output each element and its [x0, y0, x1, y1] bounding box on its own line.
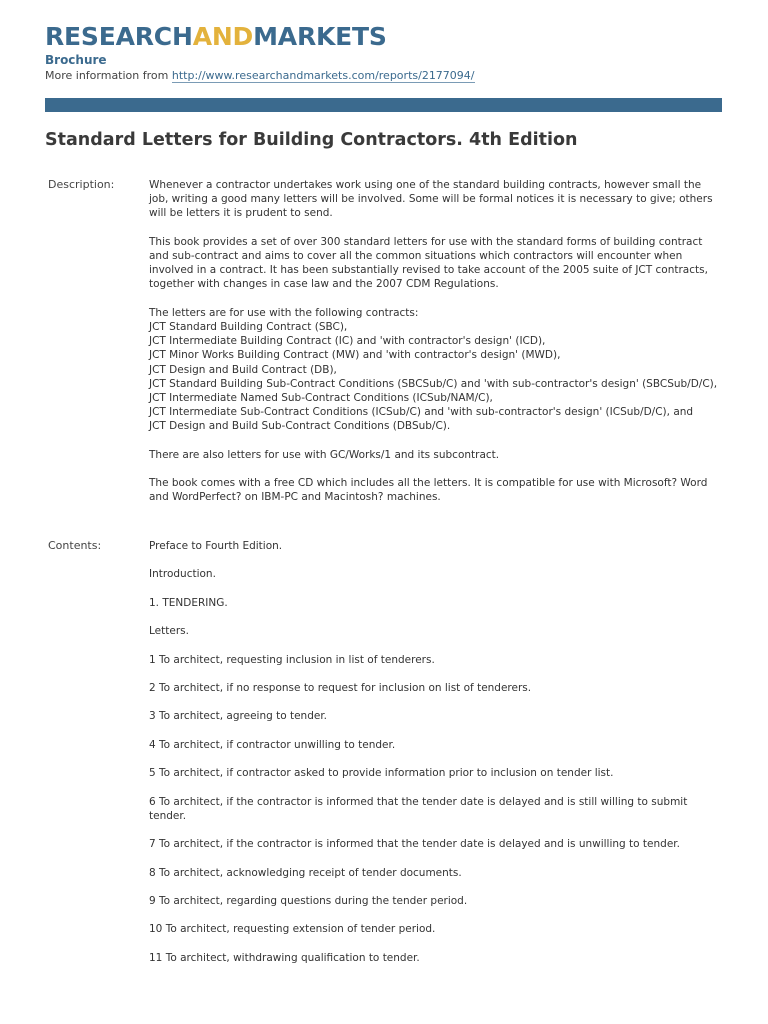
contents-item: 5 To architect, if contractor asked to provide information prior to inclusion on tender list. [149, 767, 614, 780]
contents-item: 2 To architect, if no response to request for inclusion on list of tenderers. [149, 681, 532, 694]
contents-item: 4 To architect, if contractor unwilling to tender. [149, 738, 396, 751]
description-paragraph: The book comes with a free CD which includes all the letters. It is compatible for use with Microsoft? Word and WordPerfect? on IBM-PC and Macintosh? machines. [149, 477, 708, 504]
more-info-line [45, 69, 475, 82]
description-paragraph: The letters are for use with the following contracts: JCT Standard Building Contract (SBC), JCT Intermediate Building Contract (IC) and 'with contractor's design' (ICD), JCT Minor Works Building Contract (MW) and 'with contractor's design' (MWD), JCT Design and Build Contract (DB), JCT Standard Building Sub-Contract Conditions (SBCSub/C) and 'with sub-contractor's design' (SBCSub/D/C), JCT Intermediate Named Sub-Contract Conditions (ICSub/NAM/C), JCT Intermediate Sub-Contract Conditions (ICSub/C) and 'with sub-contractor's design' (ICSub/D/C), and JCT Design and Build Sub-Contract Conditions (DBSub/C). [149, 306, 718, 433]
report-url-link[interactable]: http://www.researchandmarkets.com/reports/2177094/ [171, 69, 475, 82]
logo-and: AND [192, 22, 254, 51]
contents-item: 3 To architect, agreeing to tender. [149, 710, 328, 723]
brochure-label: Brochure [45, 53, 107, 67]
contents-item: 6 To architect, if the contractor is informed that the tender date is delayed and is still willing to submit tender. [149, 795, 688, 822]
description-paragraph: This book provides a set of over 300 standard letters for use with the standard forms of building contract and sub-contract and aims to cover all the common situations which contractors will encounter when involved in a contract. It has been substantially revised to take account of the 2005 suite of JCT contracts, together with changes in case law and the 2007 CDM Regulations. [149, 235, 708, 291]
contents-item: Letters. [149, 625, 189, 638]
logo [45, 22, 387, 52]
description-paragraph: There are also letters for use with GC/Works/1 and its subcontract. [149, 448, 500, 461]
description-paragraph: Whenever a contractor undertakes work using one of the standard building contracts, however small the job, writing a good many letters will be involved. Some will be formal notices it is necessary to give; others will be letters it is prudent to send. [149, 179, 713, 220]
description-label: Description: [48, 178, 115, 191]
more-info-prefix: More information from [45, 69, 169, 82]
contents-item: 7 To architect, if the contractor is informed that the tender date is delayed and is unwilling to tender. [149, 838, 680, 851]
header-divider-bar [45, 98, 722, 112]
contents-label: Contents: [48, 539, 102, 552]
logo-markets: MARKETS [253, 22, 387, 51]
contents-item: 8 To architect, acknowledging receipt of tender documents. [149, 866, 462, 879]
contents-item: Introduction. [149, 568, 216, 581]
contents-item: Preface to Fourth Edition. [149, 540, 283, 552]
contents-item: 10 To architect, requesting extension of tender period. [149, 923, 436, 936]
contents-item: 1. TENDERING. [149, 596, 228, 609]
description-body [149, 178, 722, 519]
logo-research: RESEARCH [45, 22, 193, 51]
contents-body [149, 539, 722, 979]
contents-item: 1 To architect, requesting inclusion in list of tenderers. [149, 653, 435, 666]
contents-item: 9 To architect, regarding questions during the tender period. [149, 894, 468, 907]
contents-item: 11 To architect, withdrawing qualification to tender. [149, 951, 420, 964]
page-title: Standard Letters for Building Contractors. 4th Edition [45, 130, 578, 150]
